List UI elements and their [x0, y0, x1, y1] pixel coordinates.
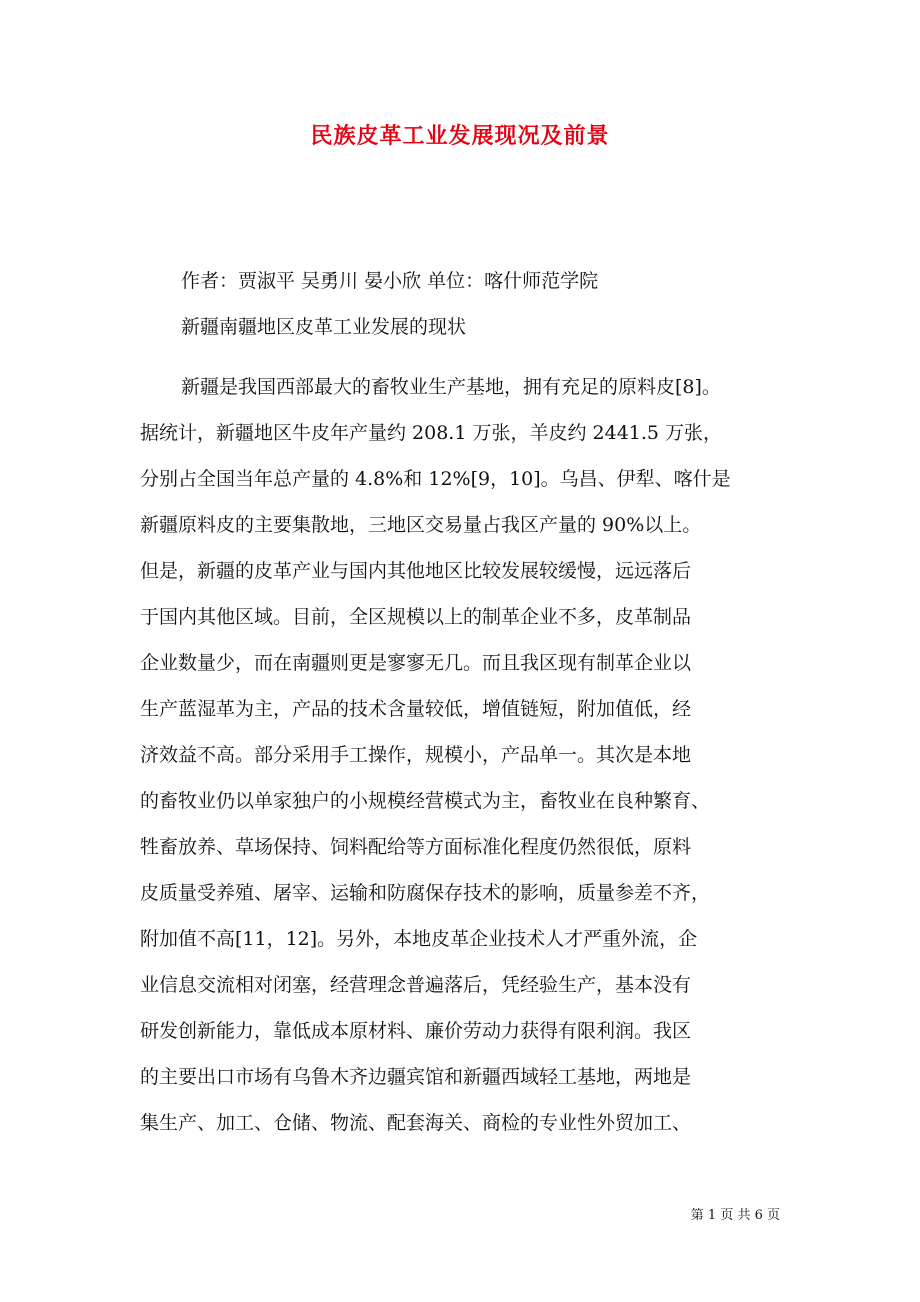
paragraph-line: 但是，新疆的皮革产业与国内其他地区比较发展较缓慢，远远落后 [140, 560, 692, 582]
paragraph-line: 业信息交流相对闭塞，经营理念普遍落后，凭经验生产，基本没有 [140, 974, 692, 996]
section-heading: 新疆南疆地区皮革工业发展的现状 [181, 316, 467, 338]
paragraph-line: 集生产、加工、仓储、物流、配套海关、商检的专业性外贸加工、 [140, 1112, 692, 1134]
paragraph-line: 附加值不高[11，12]。另外，本地皮革企业技术人才严重外流，企 [140, 928, 698, 950]
author-line: 作者：贾淑平 吴勇川 晏小欣 单位：喀什师范学院 [181, 270, 599, 292]
body-paragraph [140, 364, 790, 1146]
paragraph-line: 生产蓝湿革为主，产品的技术含量较低，增值链短，附加值低，经 [140, 698, 692, 720]
paragraph-line: 新疆是我国西部最大的畜牧业生产基地，拥有充足的原料皮[8]。 [181, 376, 721, 398]
paragraph-line: 分别占全国当年总产量的 4.8%和 12%[9，10]。乌昌、伊犁、喀什是 [140, 468, 731, 490]
document-title: 民族皮革工业发展现况及前景 [310, 123, 610, 149]
paragraph-line: 企业数量少，而在南疆则更是寥寥无几。而且我区现有制革企业以 [140, 652, 692, 674]
page-number: 第 1 页 共 6 页 [690, 1208, 780, 1223]
paragraph-line: 于国内其他区域。目前，全区规模以上的制革企业不多，皮革制品 [140, 606, 692, 628]
paragraph-line: 牲畜放养、草场保持、饲料配给等方面标准化程度仍然很低，原料 [140, 836, 692, 858]
paragraph-line: 据统计，新疆地区牛皮年产量约 208.1 万张，羊皮约 2441.5 万张， [140, 422, 723, 444]
paragraph-line: 新疆原料皮的主要集散地，三地区交易量占我区产量的 90%以上。 [140, 514, 702, 536]
paragraph-line: 皮质量受养殖、屠宰、运输和防腐保存技术的影响，质量参差不齐， [140, 882, 711, 904]
paragraph-line: 的主要出口市场有乌鲁木齐边疆宾馆和新疆西域轻工基地，两地是 [140, 1066, 692, 1088]
paragraph-line: 济效益不高。部分采用手工操作，规模小，产品单一。其次是本地 [140, 744, 692, 766]
paragraph-line: 的畜牧业仍以单家独户的小规模经营模式为主，畜牧业在良种繁育、 [140, 790, 711, 812]
paragraph-line: 研发创新能力，靠低成本原材料、廉价劳动力获得有限利润。我区 [140, 1020, 692, 1042]
